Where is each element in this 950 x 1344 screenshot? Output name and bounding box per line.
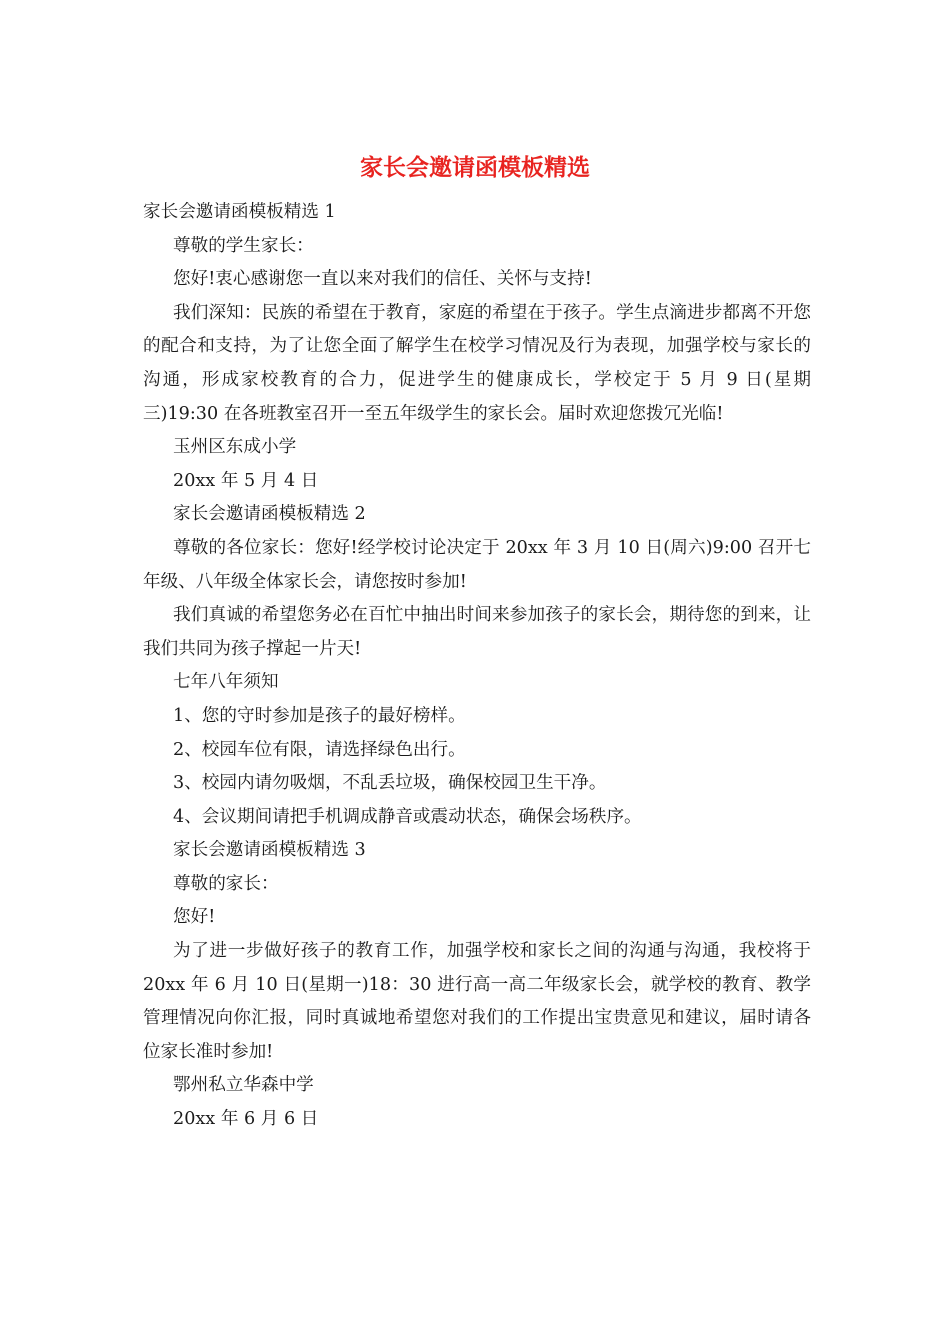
section-heading-1: 家长会邀请函模板精选 1 xyxy=(143,202,336,222)
notice-item-3: 3、校园内请勿吸烟，不乱丢垃圾，确保校园卫生干净。 xyxy=(173,773,607,794)
signature-date-3: 20xx 年 6 月 6 日 xyxy=(173,1109,319,1130)
greeting-1: 尊敬的学生家长： xyxy=(173,235,314,256)
paragraph-invitation-3: 为了进一步做好孩子的教育工作，加强学校和家长之间的沟通与沟通，我校将于 20xx 年 6 月 10 日(星期一)18：30 进行高一高二年级家长会，就学校的教育、教学管理情况向你汇报，同时真诚地希望您对我们的工作提出宝贵意见和建议，届时请各位家长准时参加! xyxy=(143,941,811,1062)
paragraph-thanks: 您好!衷心感谢您一直以来对我们的信任、关怀与支持! xyxy=(173,269,592,290)
notice-item-4: 4、会议期间请把手机调成静音或震动状态，确保会场秩序。 xyxy=(173,806,642,827)
document-body xyxy=(143,196,811,1137)
paragraph-invitation-2: 尊敬的各位家长：您好!经学校讨论决定于 20xx 年 3 月 10 日(周六)9:00 召开七年级、八年级全体家长会，请您按时参加! xyxy=(143,537,811,592)
hello-3: 您好! xyxy=(173,907,216,928)
paragraph-invitation-1: 我们深知：民族的希望在于教育，家庭的希望在于孩子。学生点滴进步都离不开您的配合和支持，为了让您全面了解学生在校学习情况及行为表现，加强学校与家长的沟通，形成家校教育的合力，促进学生的健康成长，学校定于 5 月 9 日(星期三)19:30 在各班教室召开一至五年级学生的家长会。届时欢迎您拨冗光临! xyxy=(143,302,811,424)
greeting-3: 尊敬的家长： xyxy=(173,873,279,894)
signature-school-3: 鄂州私立华森中学 xyxy=(173,1075,314,1096)
notice-item-2: 2、校园车位有限，请选择绿色出行。 xyxy=(173,739,466,760)
document-title: 家长会邀请函模板精选 xyxy=(360,154,590,181)
notice-item-1: 1、您的守时参加是孩子的最好榜样。 xyxy=(173,705,466,726)
section-heading-2: 家长会邀请函模板精选 2 xyxy=(173,504,366,525)
signature-date-1: 20xx 年 5 月 4 日 xyxy=(173,470,319,491)
paragraph-hope: 我们真诚的希望您务必在百忙中抽出时间来参加孩子的家长会，期待您的到来，让我们共同为孩子撑起一片天! xyxy=(143,605,811,659)
section-heading-3: 家长会邀请函模板精选 3 xyxy=(173,840,366,861)
notice-heading: 七年八年须知 xyxy=(173,672,279,693)
signature-school-1: 玉州区东成小学 xyxy=(173,437,297,458)
